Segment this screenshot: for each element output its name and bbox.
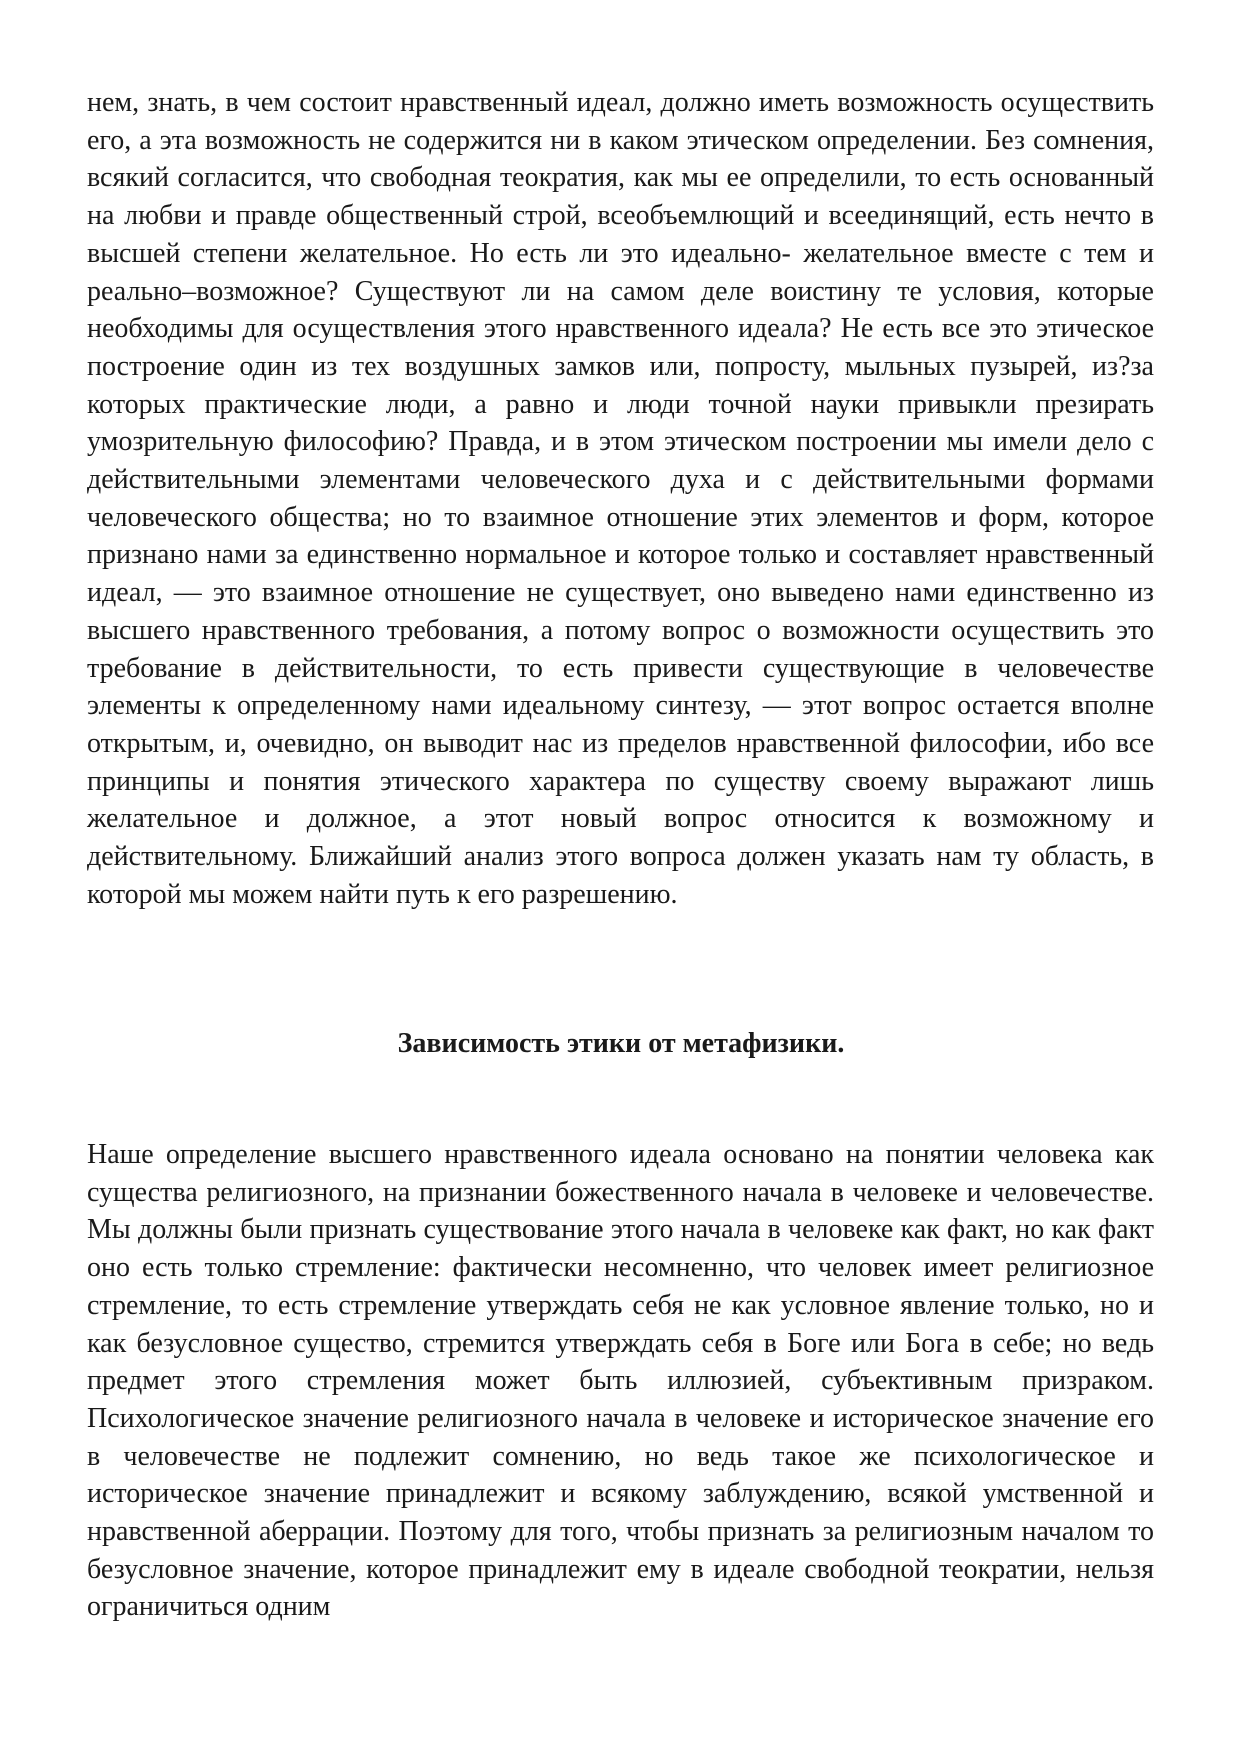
section-heading: Зависимость этики от метафизики. <box>397 1028 845 1059</box>
body-paragraph-bottom: Наше определение высшего нравственного идеала основано на понятии человека как существа религиозного, на признании божественного начала в человеке и человечестве. Мы должны были признать существование этого начала в человеке как факт, но как факт оно есть только стремление: фактически несомненно, что человек имеет религиозное стремление, то есть стремление утверждать себя не как условное явление только, но и как безусловное существо, стремится утверждать себя в Боге или Бога в себе; но ведь предмет этого стремления может быть иллюзией, субъективным призраком. Психологическое значение религиозного начала в человеке и историческое значение его в человечестве не подлежит сомнению, но ведь такое же психологическое и историческое значение принадлежит и всякому заблуждению, всякой умственной и нравственной аберрации. Поэтому для того, чтобы признать за религиозным началом то безусловное значение, которое принадлежит ему в идеале свободной теократии, нельзя ограничиться одним <box>87 1139 1154 1623</box>
body-paragraph-top: нем, знать, в чем состоит нравственный идеал, должно иметь возможность осуществить его, а эта возможность не содержится ни в каком этическом определении. Без сомнения, всякий согласится, что свободная теократия, как мы ее определили, то есть основанный на любви и правде общественный строй, всеобъемлющий и всеединящий, есть нечто в высшей степени желательное. Но есть ли это идеально- желательное вместе с тем и реально–возможное? Существуют ли на самом деле воистину те условия, которые необходимы для осуществления этого нравственного идеала? Не есть все это этическое построение один из тех воздушных замков или, попросту, мыльных пузырей, из?за которых практические люди, а равно и люди точной науки привыкли презирать умозрительную философию? Правда, и в этом этическом построении мы имели дело с действительными элементами человеческого духа и с действительными формами человеческого общества; но то взаимное отношение этих элементов и форм, которое признано нами за единственно нормальное и которое только и составляет нравственный идеал, — это взаимное отношение не существует, оно выведено нами единственно из высшего нравственного требования, а потому вопрос о возможности осуществить это требование в действительности, то есть привести существующие в человечестве элементы к определенному нами идеальному синтезу, — этот вопрос остается вполне открытым, и, очевидно, он выводит нас из пределов нравственной философии, ибо все принципы и понятия этического характера по существу своему выражают лишь желательное и должное, а этот новый вопрос относится к возможному и действительному. Ближайший анализ этого вопроса должен указать нам ту область, в которой мы можем найти путь к его разрешению. <box>87 87 1154 910</box>
